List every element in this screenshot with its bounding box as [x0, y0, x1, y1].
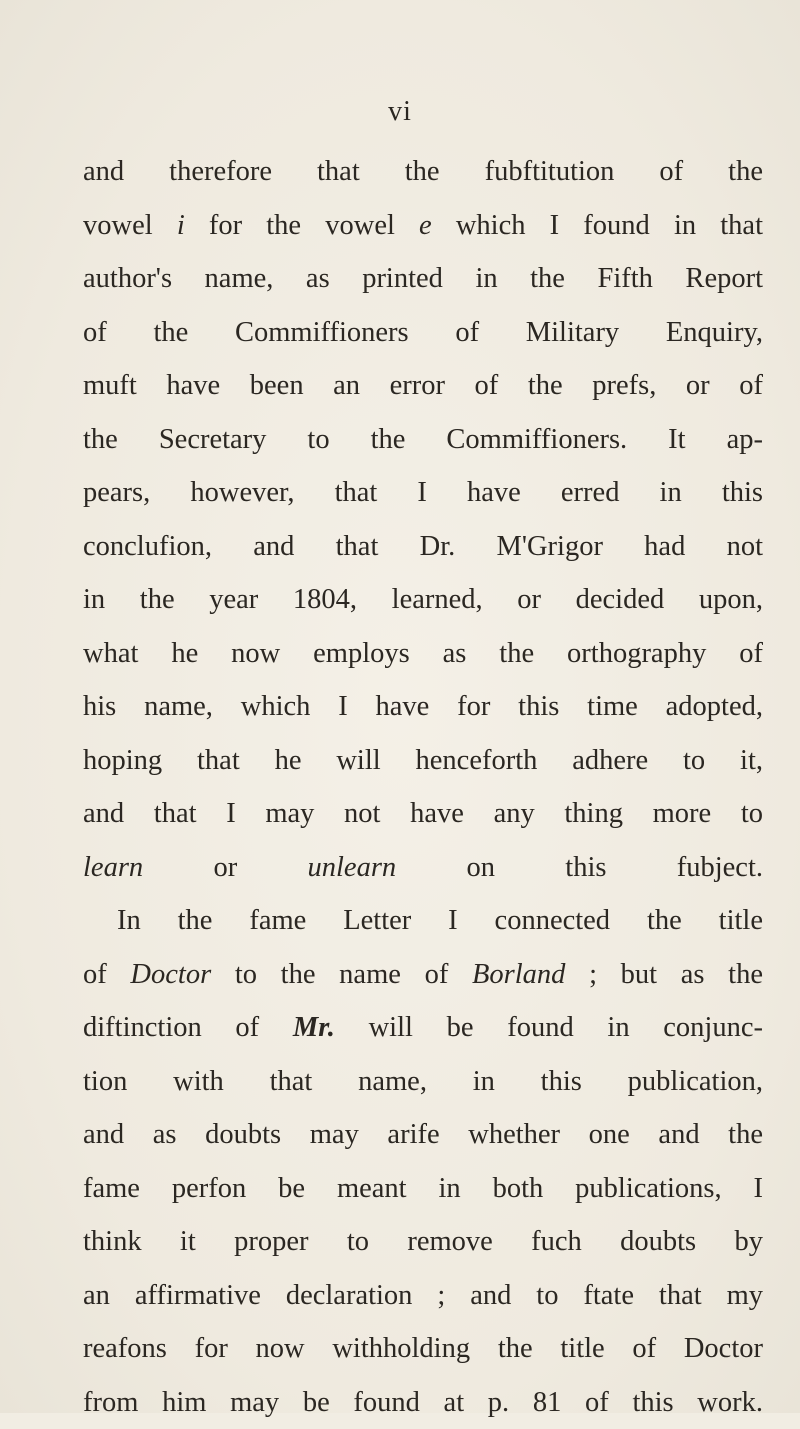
text-segment: and that I may not have any thing more to	[83, 798, 763, 829]
text-segment: diftinction of	[83, 1012, 293, 1043]
text-line	[83, 734, 763, 788]
text-line	[83, 359, 763, 413]
text-segment: which I found in that	[432, 210, 763, 241]
text-line	[83, 466, 763, 520]
text-segment: author's name, as printed in the Fifth Report	[83, 263, 763, 294]
text-line	[83, 787, 763, 841]
text-segment: learn	[83, 852, 143, 883]
text-segment: of	[83, 959, 130, 990]
text-line	[83, 1055, 763, 1109]
text-line	[83, 520, 763, 574]
text-line	[83, 1001, 763, 1055]
text-line	[83, 413, 763, 467]
text-segment: ; but as the	[565, 959, 763, 990]
text-segment: or	[143, 852, 307, 883]
text-segment: to the name of	[211, 959, 472, 990]
text-segment: hoping that he will henceforth adhere to it,	[83, 745, 763, 776]
text-line	[83, 1376, 763, 1429]
text-segment: what he now employs as the orthography of	[83, 638, 763, 669]
text-line	[83, 627, 763, 681]
text-segment: will be found in conjunc-	[335, 1012, 763, 1043]
text-segment: and as doubts may arife whether one and the	[83, 1119, 763, 1150]
text-segment: muft have been an error of the prefs, or of	[83, 370, 763, 401]
text-segment: Doctor	[130, 959, 211, 990]
text-line	[83, 199, 763, 253]
text-segment: vowel	[83, 210, 177, 241]
text-segment: unlearn	[308, 852, 397, 883]
text-line	[83, 894, 763, 948]
text-segment: Mr.	[293, 1012, 335, 1043]
text-segment: the Secretary to the Commiffioners. It ap-	[83, 424, 763, 455]
text-segment: think it proper to remove fuch doubts by	[83, 1226, 763, 1257]
text-line	[83, 306, 763, 360]
text-segment: for the vowel	[185, 210, 419, 241]
text-segment: on this fubject.	[396, 852, 763, 883]
text-segment: his name, which I have for this time adopted,	[83, 691, 763, 722]
text-segment: in the year 1804, learned, or decided upon,	[83, 584, 763, 615]
text-line	[83, 573, 763, 627]
text-segment: of the Commiffioners of Military Enquiry,	[83, 317, 763, 348]
text-segment: fame perfon be meant in both publications, I	[83, 1173, 763, 1204]
text-segment: Borland	[472, 959, 565, 990]
text-segment: and therefore that the fubftitution of the	[83, 156, 763, 187]
page-number: vi	[0, 96, 800, 128]
text-line	[83, 948, 763, 1002]
text-line	[83, 1269, 763, 1323]
text-segment: In the fame Letter I connected the title	[117, 905, 763, 936]
text-line	[83, 1322, 763, 1376]
text-segment: conclufion, and that Dr. M'Grigor had not	[83, 531, 763, 562]
text-segment: reafons for now withholding the title of Doctor	[83, 1333, 763, 1364]
text-segment: from him may be found at p. 81 of this work.	[83, 1387, 763, 1418]
text-line	[83, 1215, 763, 1269]
text-line	[83, 1108, 763, 1162]
text-segment: an affirmative declaration ; and to ftate that my	[83, 1280, 763, 1311]
text-segment: i	[177, 210, 185, 241]
text-segment: tion with that name, in this publication,	[83, 1066, 763, 1097]
text-line	[83, 680, 763, 734]
text-line	[83, 1162, 763, 1216]
text-line	[83, 841, 763, 895]
body-text	[83, 145, 763, 1429]
text-segment: pears, however, that I have erred in this	[83, 477, 763, 508]
text-line	[83, 145, 763, 199]
text-segment: e	[419, 210, 432, 241]
text-line	[83, 252, 763, 306]
